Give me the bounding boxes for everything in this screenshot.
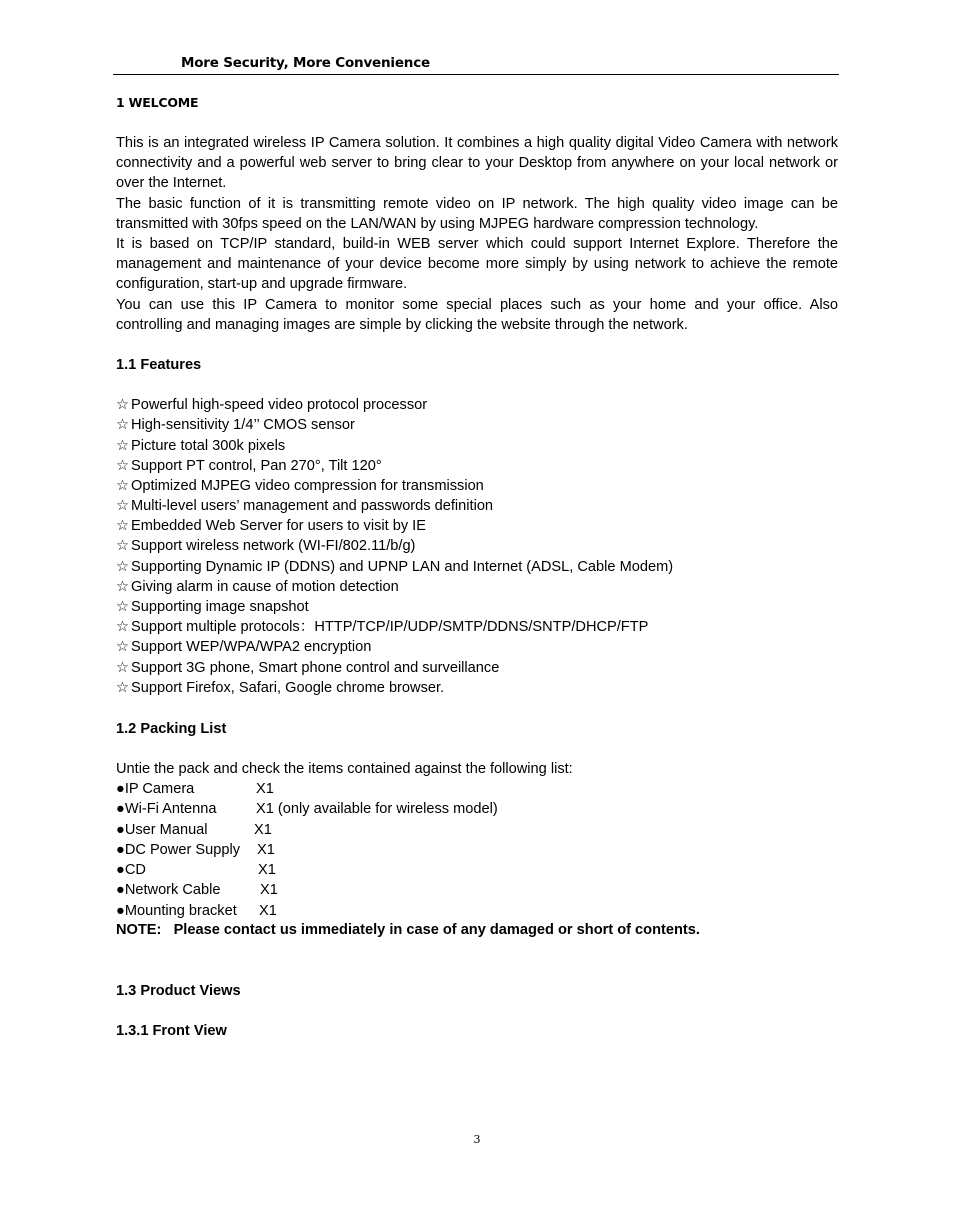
packing-item-qty: X1: [257, 842, 275, 858]
star-icon: ☆: [116, 538, 130, 554]
star-icon: ☆: [116, 438, 130, 454]
feature-item: [116, 436, 285, 456]
feature-item: [116, 658, 499, 678]
welcome-line: You can use this IP Camera to monitor some special places such as your home and your office. Also: [116, 297, 838, 313]
star-icon: ☆: [116, 680, 130, 696]
feature-text: Picture total 300k pixels: [131, 438, 286, 454]
packing-item-qty: X1: [254, 822, 272, 838]
packing-item-qty: X1 (only available for wireless model): [256, 801, 498, 817]
packing-item-qty: X1: [256, 781, 274, 797]
welcome-line: This is an integrated wireless IP Camera solution. It combines a high quality digital Video Camera with network: [116, 135, 838, 151]
packing-item: [116, 820, 272, 840]
welcome-line: It is based on TCP/IP standard, build-in WEB server which could support Internet Explore. Therefore the: [116, 236, 838, 252]
packing-item-name: ●IP Camera: [116, 781, 195, 797]
feature-item: [116, 557, 673, 577]
star-icon: ☆: [116, 478, 130, 494]
star-icon: ☆: [116, 579, 130, 595]
front-view-heading: 1.3.1 Front View: [116, 1023, 227, 1039]
welcome-line: The basic function of it is transmitting remote video on IP network. The high quality video image can be: [116, 196, 838, 212]
page-number: 3: [473, 1133, 481, 1146]
packing-item-name: ●Mounting bracket: [116, 903, 237, 919]
feature-text: Support WEP/WPA/WPA2 encryption: [131, 639, 372, 655]
welcome-line: controlling and managing images are simple by clicking the website through the network.: [116, 317, 688, 333]
packing-item-name: ●Network Cable: [116, 882, 221, 898]
feature-text: Supporting Dynamic IP (DDNS) and UPNP LAN and Internet (ADSL, Cable Modem): [131, 559, 674, 575]
feature-text: High-sensitivity 1/4’’ CMOS sensor: [131, 417, 355, 433]
star-icon: ☆: [116, 619, 130, 635]
features-heading: 1.1 Features: [116, 357, 202, 373]
product-views-heading: 1.3 Product Views: [116, 983, 241, 999]
feature-text: Support wireless network (WI-FI/802.11/b/g): [131, 538, 416, 554]
packing-item-qty: X1: [259, 903, 277, 919]
packing-item-qty: X1: [258, 862, 276, 878]
packing-heading: 1.2 Packing List: [116, 721, 227, 737]
star-icon: ☆: [116, 599, 130, 615]
welcome-heading: 1 WELCOME: [116, 95, 199, 110]
star-icon: ☆: [116, 417, 130, 433]
feature-item: [116, 617, 648, 637]
feature-text: Supporting image snapshot: [131, 599, 309, 615]
feature-text: Embedded Web Server for users to visit by IE: [131, 518, 426, 534]
welcome-line: configuration, start-up and upgrade firmware.: [116, 276, 408, 292]
feature-text: Support 3G phone, Smart phone control and surveillance: [131, 660, 500, 676]
packing-item: [116, 799, 498, 819]
packing-note: NOTE: Please contact us immediately in case of any damaged or short of contents.: [116, 922, 700, 938]
feature-text: Support PT control, Pan 270°, Tilt 120°: [131, 458, 382, 474]
welcome-line: management and maintenance of your device become more simply by using network to achieve the remote: [116, 256, 838, 272]
feature-text: Optimized MJPEG video compression for transmission: [131, 478, 484, 494]
header-divider: [113, 74, 839, 75]
packing-item: [116, 779, 274, 799]
feature-text: Powerful high-speed video protocol processor: [131, 397, 428, 413]
star-icon: ☆: [116, 660, 130, 676]
packing-item-name: ●DC Power Supply: [116, 842, 240, 858]
packing-item: [116, 901, 277, 921]
feature-text: Support multiple protocols：HTTP/TCP/IP/UDP/SMTP/DDNS/SNTP/DHCP/FTP: [131, 619, 649, 635]
welcome-line: transmitted with 30fps speed on the LAN/WAN by using MJPEG hardware compression technology.: [116, 216, 759, 232]
feature-text: Giving alarm in cause of motion detection: [131, 579, 399, 595]
feature-item: [116, 577, 399, 597]
page-header-title: More Security, More Convenience: [181, 55, 430, 71]
feature-item: [116, 496, 493, 516]
star-icon: ☆: [116, 559, 130, 575]
star-icon: ☆: [116, 518, 130, 534]
star-icon: ☆: [116, 498, 130, 514]
packing-item-name: ●User Manual: [116, 822, 208, 838]
feature-item: [116, 597, 309, 617]
feature-item: [116, 456, 382, 476]
packing-item-qty: X1: [260, 882, 278, 898]
packing-intro: Untie the pack and check the items contained against the following list:: [116, 761, 573, 777]
feature-item: [116, 415, 355, 435]
feature-item: [116, 395, 427, 415]
feature-item: [116, 536, 415, 556]
star-icon: ☆: [116, 397, 130, 413]
packing-item: [116, 840, 275, 860]
feature-text: Support Firefox, Safari, Google chrome browser.: [131, 680, 445, 696]
welcome-line: connectivity and a powerful web server to bring clear to your Desktop from anywhere on your local network or: [116, 155, 838, 171]
feature-item: [116, 637, 371, 657]
feature-text: Multi-level users’ management and passwords definition: [131, 498, 494, 514]
packing-item: [116, 860, 276, 880]
feature-item: [116, 476, 484, 496]
star-icon: ☆: [116, 458, 130, 474]
feature-item: [116, 678, 444, 698]
packing-item-name: ●CD: [116, 862, 146, 878]
welcome-line: over the Internet.: [116, 175, 227, 191]
packing-item-name: ●Wi-Fi Antenna: [116, 801, 217, 817]
packing-item: [116, 880, 278, 900]
star-icon: ☆: [116, 639, 130, 655]
feature-item: [116, 516, 426, 536]
